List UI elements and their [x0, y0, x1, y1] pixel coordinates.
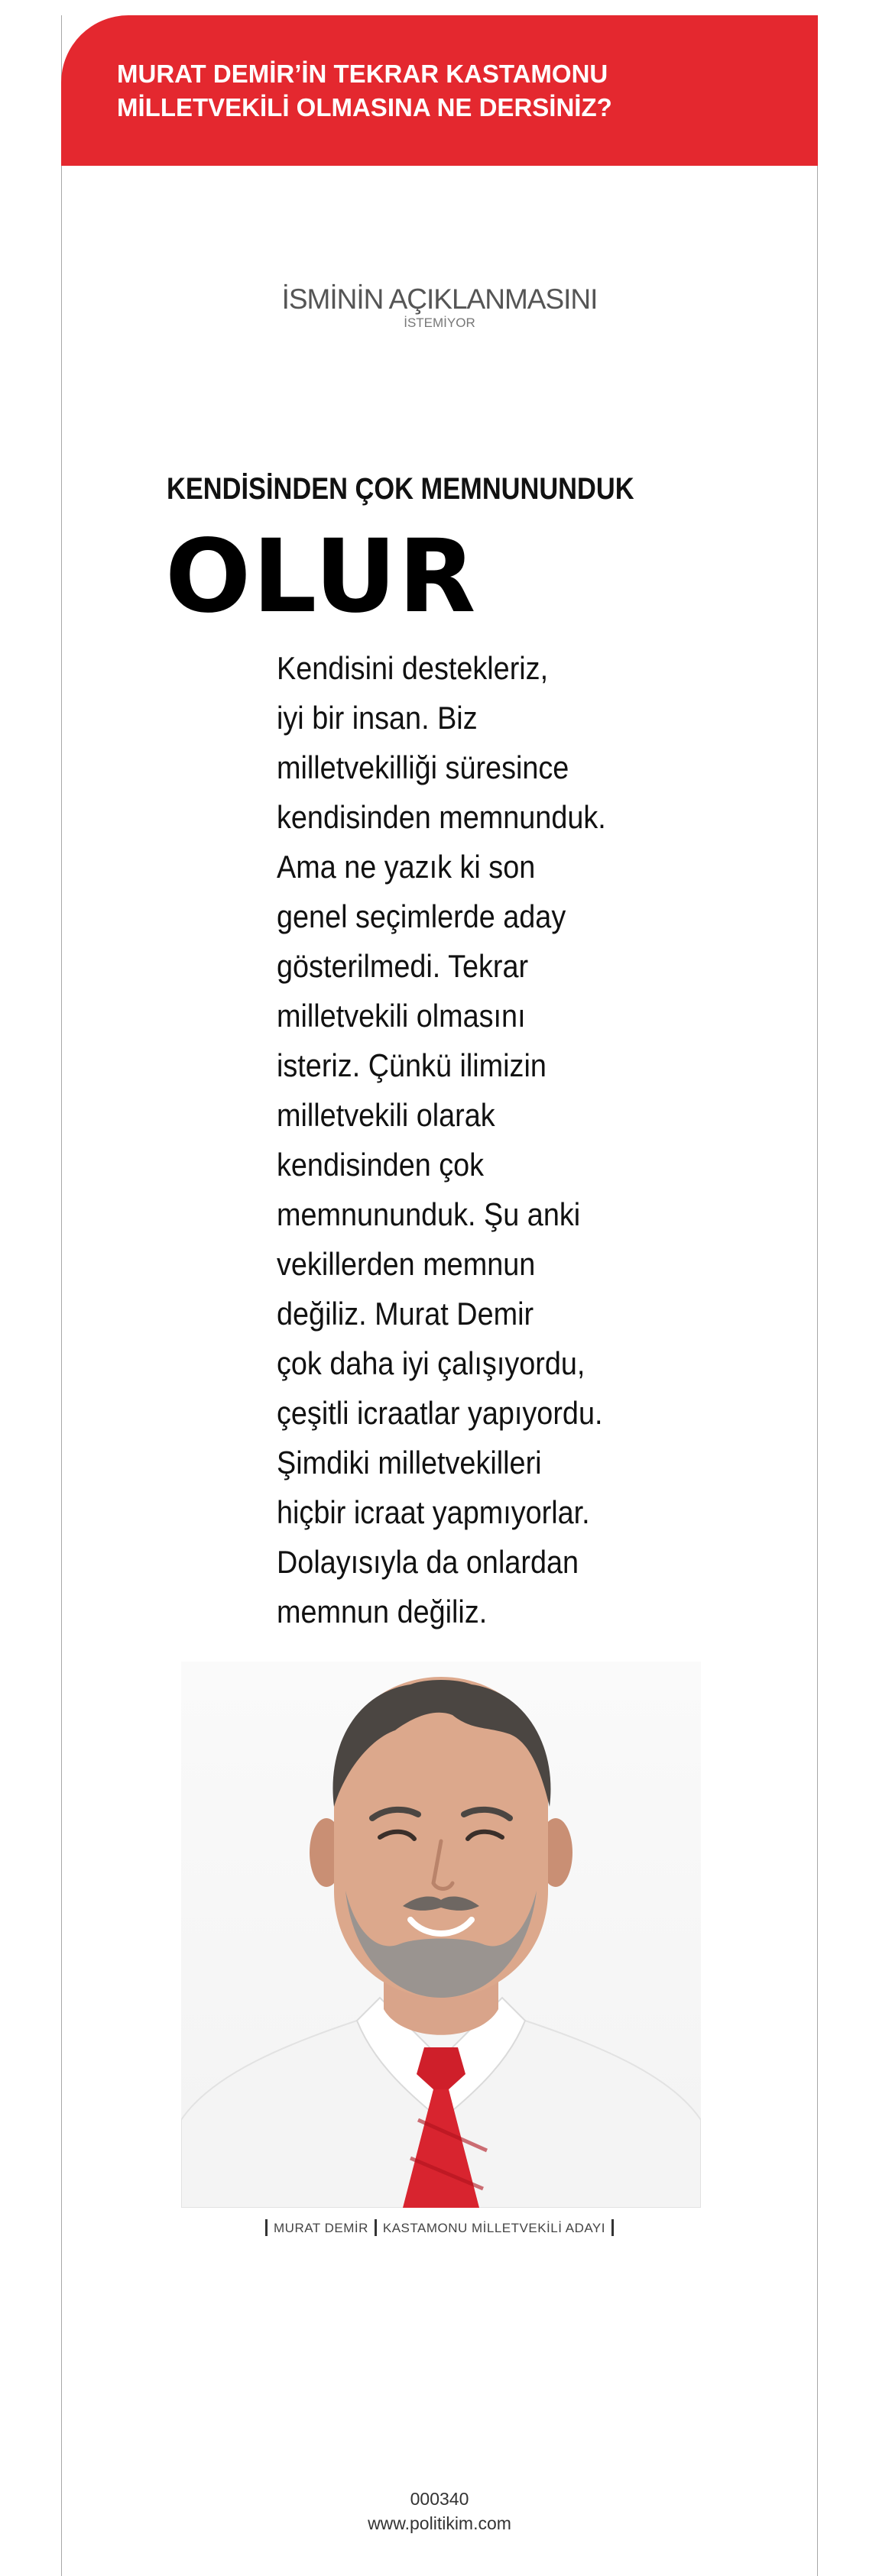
answer-line: çeşitli icraatlar yapıyordu.	[277, 1395, 603, 1431]
answer-line: milletvekili olarak	[277, 1097, 495, 1133]
caption-name: MURAT DEMİR	[274, 2221, 368, 2235]
answer-line: isteriz. Çünkü ilimizin	[277, 1047, 547, 1083]
question-title-line-1: MURAT DEMİR’İN TEKRAR KASTAMONU	[117, 60, 608, 88]
answer-line: Şimdiki milletvekilleri	[277, 1445, 542, 1481]
answer-line: milletvekili olmasını	[277, 998, 526, 1034]
answer-line: Ama ne yazık ki son	[277, 849, 536, 885]
page-footer	[61, 2487, 818, 2536]
caption-divider	[611, 2219, 614, 2236]
respondent-name: İSMİNİN AÇIKLANMASINI	[281, 283, 598, 315]
respondent-note: İSTEMİYOR	[404, 316, 475, 330]
portrait-illustration	[181, 1662, 701, 2208]
answer-line: Dolayısıyla da onlardan	[277, 1544, 579, 1580]
respondent-block	[61, 284, 818, 332]
survey-card	[61, 15, 818, 2576]
caption-divider	[265, 2219, 268, 2236]
photo-caption	[61, 2219, 818, 2236]
answer-line: Kendisini destekleriz,	[277, 650, 549, 686]
footer-code: 000340	[410, 2489, 469, 2509]
answer-line: memnununduk. Şu anki	[277, 1196, 581, 1232]
answer-line: gösterilmedi. Tekrar	[277, 948, 529, 984]
answer-headline: KENDİSİNDEN ÇOK MEMNUNUNDUK	[167, 472, 634, 506]
answer-verdict: OLUR	[165, 518, 478, 636]
answer-line: milletvekilliği süresince	[277, 749, 569, 785]
caption-divider	[375, 2219, 377, 2236]
answer-line: vekillerden memnun	[277, 1246, 536, 1282]
answer-line: memnun değiliz.	[277, 1594, 488, 1629]
question-header	[61, 15, 818, 166]
answer-line: değiliz. Murat Demir	[277, 1296, 534, 1332]
answer-line: hiçbir icraat yapmıyorlar.	[277, 1494, 590, 1530]
answer-line: kendisinden çok	[277, 1147, 485, 1183]
question-title-line-2: MİLLETVEKİLİ OLMASINA NE DERSİNİZ?	[117, 93, 612, 121]
answer-line: çok daha iyi çalışıyordu,	[277, 1345, 585, 1381]
answer-line: genel seçimlerde aday	[277, 898, 566, 934]
candidate-photo	[181, 1662, 701, 2208]
question-title	[117, 57, 728, 125]
answer-line: iyi bir insan. Biz	[277, 700, 478, 736]
answer-body	[277, 643, 634, 1636]
caption-title: KASTAMONU MİLLETVEKİLİ ADAYI	[382, 2221, 605, 2235]
footer-website[interactable]: www.politikim.com	[368, 2513, 511, 2533]
answer-line: kendisinden memnunduk.	[277, 799, 606, 835]
